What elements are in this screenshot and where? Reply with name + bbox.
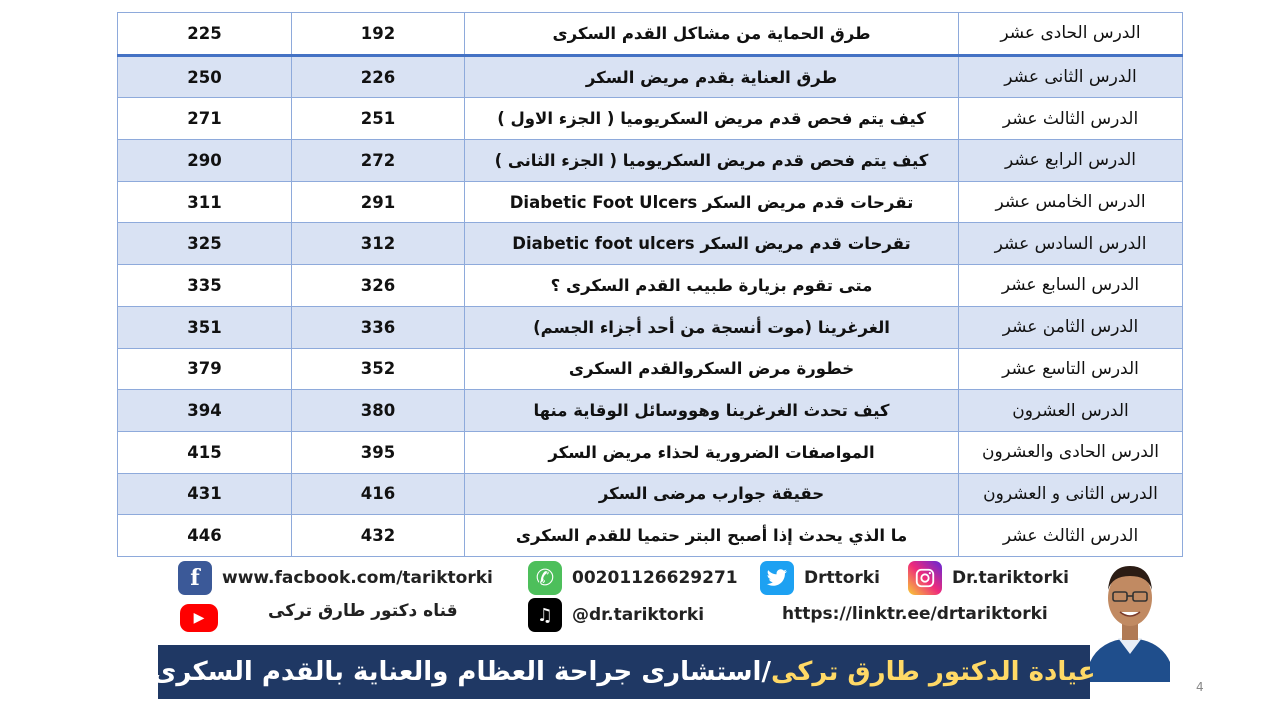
lesson-number-cell: الدرس التاسع عشر [959, 348, 1183, 390]
lesson-number-cell: الدرس الخامس عشر [959, 181, 1183, 223]
table-row [118, 181, 1183, 223]
start-page-cell: 432 [292, 515, 465, 557]
lesson-title-cell: طرق الحماية من مشاكل القدم السكرى [465, 13, 959, 56]
lesson-title-cell: كيف تحدث الغرغرينا وهووسائل الوقاية منها [465, 390, 959, 432]
start-page-cell: 226 [292, 55, 465, 98]
lesson-number-cell: الدرس السابع عشر [959, 265, 1183, 307]
lesson-number-cell: الدرس الثانى و العشرون [959, 473, 1183, 515]
end-page-cell: 379 [118, 348, 292, 390]
youtube-contact[interactable] [180, 604, 218, 632]
clinic-specialty: استشارى جراحة العظام والعناية بالقدم السكرى [152, 657, 762, 687]
lesson-title-cell: طرق العناية بقدم مريض السكر [465, 55, 959, 98]
lesson-title-cell: متى تقوم بزيارة طبيب القدم السكرى ؟ [465, 265, 959, 307]
lesson-title-cell: كيف يتم فحص قدم مريض السكريوميا ( الجزء الثانى ) [465, 140, 959, 182]
end-page-cell: 335 [118, 265, 292, 307]
whatsapp-contact[interactable] [528, 561, 738, 595]
clinic-banner [152, 645, 1096, 699]
lesson-title-cell: خطورة مرض السكروالقدم السكرى [465, 348, 959, 390]
table-row [118, 223, 1183, 265]
lesson-title-cell: كيف يتم فحص قدم مريض السكريوميا ( الجزء الاول ) [465, 98, 959, 140]
clinic-name: عيادة الدكتور طارق تركى [770, 657, 1096, 687]
start-page-cell: 251 [292, 98, 465, 140]
table-row [118, 140, 1183, 182]
tiktok-icon: ♫ [528, 598, 562, 632]
start-page-cell: 336 [292, 306, 465, 348]
instagram-handle[interactable]: Dr.tariktorki [952, 568, 1069, 588]
table-row [118, 473, 1183, 515]
start-page-cell: 312 [292, 223, 465, 265]
table-row [118, 55, 1183, 98]
lesson-title-cell: المواصفات الضرورية لحذاء مريض السكر [465, 431, 959, 473]
twitter-icon [760, 561, 794, 595]
facebook-icon: f [178, 561, 212, 595]
instagram-icon [908, 561, 942, 595]
youtube-icon: ▶ [180, 604, 218, 632]
start-page-cell: 326 [292, 265, 465, 307]
tiktok-handle[interactable]: @dr.tariktorki [572, 605, 705, 625]
lesson-title-cell: الغرغرينا (موت أنسجة من أحد أجزاء الجسم) [465, 306, 959, 348]
whatsapp-number[interactable]: 00201126629271 [572, 568, 738, 588]
lesson-number-cell: الدرس العشرون [959, 390, 1183, 432]
tiktok-contact[interactable] [528, 598, 704, 632]
youtube-channel[interactable] [268, 601, 458, 621]
whatsapp-icon: ✆ [528, 561, 562, 595]
end-page-cell: 311 [118, 181, 292, 223]
twitter-contact[interactable] [760, 561, 880, 595]
table-row [118, 390, 1183, 432]
table-row [118, 98, 1183, 140]
end-page-cell: 325 [118, 223, 292, 265]
table-row [118, 306, 1183, 348]
lesson-number-cell: الدرس الثالث عشر [959, 98, 1183, 140]
end-page-cell: 431 [118, 473, 292, 515]
start-page-cell: 272 [292, 140, 465, 182]
lesson-title-cell: تقرحات قدم مريض السكر Diabetic foot ulcers [465, 223, 959, 265]
start-page-cell: 380 [292, 390, 465, 432]
lesson-number-cell: الدرس الحادى والعشرون [959, 431, 1183, 473]
table-row [118, 265, 1183, 307]
lesson-number-cell: الدرس الحادى عشر [959, 13, 1183, 56]
lessons-table-body [118, 13, 1183, 557]
table-row [118, 515, 1183, 557]
start-page-cell: 192 [292, 13, 465, 56]
lesson-number-cell: الدرس السادس عشر [959, 223, 1183, 265]
start-page-cell: 352 [292, 348, 465, 390]
table-row [118, 431, 1183, 473]
end-page-cell: 415 [118, 431, 292, 473]
lesson-number-cell: الدرس الرابع عشر [959, 140, 1183, 182]
doctor-photo [1090, 552, 1170, 682]
start-page-cell: 395 [292, 431, 465, 473]
banner-separator: / [761, 657, 771, 687]
end-page-cell: 225 [118, 13, 292, 56]
table-row [118, 13, 1183, 56]
start-page-cell: 416 [292, 473, 465, 515]
table-row [118, 348, 1183, 390]
twitter-handle[interactable]: Drttorki [804, 568, 880, 588]
end-page-cell: 394 [118, 390, 292, 432]
end-page-cell: 351 [118, 306, 292, 348]
linktree-contact[interactable] [782, 604, 1048, 624]
lesson-number-cell: الدرس الثامن عشر [959, 306, 1183, 348]
youtube-channel-name[interactable]: قناه دكتور طارق تركى [268, 601, 458, 621]
lesson-number-cell: الدرس الثانى عشر [959, 55, 1183, 98]
instagram-contact[interactable] [908, 561, 1069, 595]
end-page-cell: 250 [118, 55, 292, 98]
lessons-table [117, 12, 1183, 557]
lesson-title-cell: ما الذي يحدث إذا أصبح البتر حتميا للقدم السكرى [465, 515, 959, 557]
facebook-contact[interactable] [178, 561, 493, 595]
linktree-url[interactable]: https://linktr.ee/drtariktorki [782, 604, 1048, 624]
end-page-cell: 446 [118, 515, 292, 557]
lesson-title-cell: حقيقة جوارب مرضى السكر [465, 473, 959, 515]
end-page-cell: 290 [118, 140, 292, 182]
lesson-number-cell: الدرس الثالث عشر [959, 515, 1183, 557]
end-page-cell: 271 [118, 98, 292, 140]
lesson-title-cell: تقرحات قدم مريض السكر Diabetic Foot Ulcers [465, 181, 959, 223]
page-number: 4 [1196, 680, 1204, 694]
start-page-cell: 291 [292, 181, 465, 223]
facebook-url[interactable]: www.facbook.com/tariktorki [222, 568, 493, 588]
